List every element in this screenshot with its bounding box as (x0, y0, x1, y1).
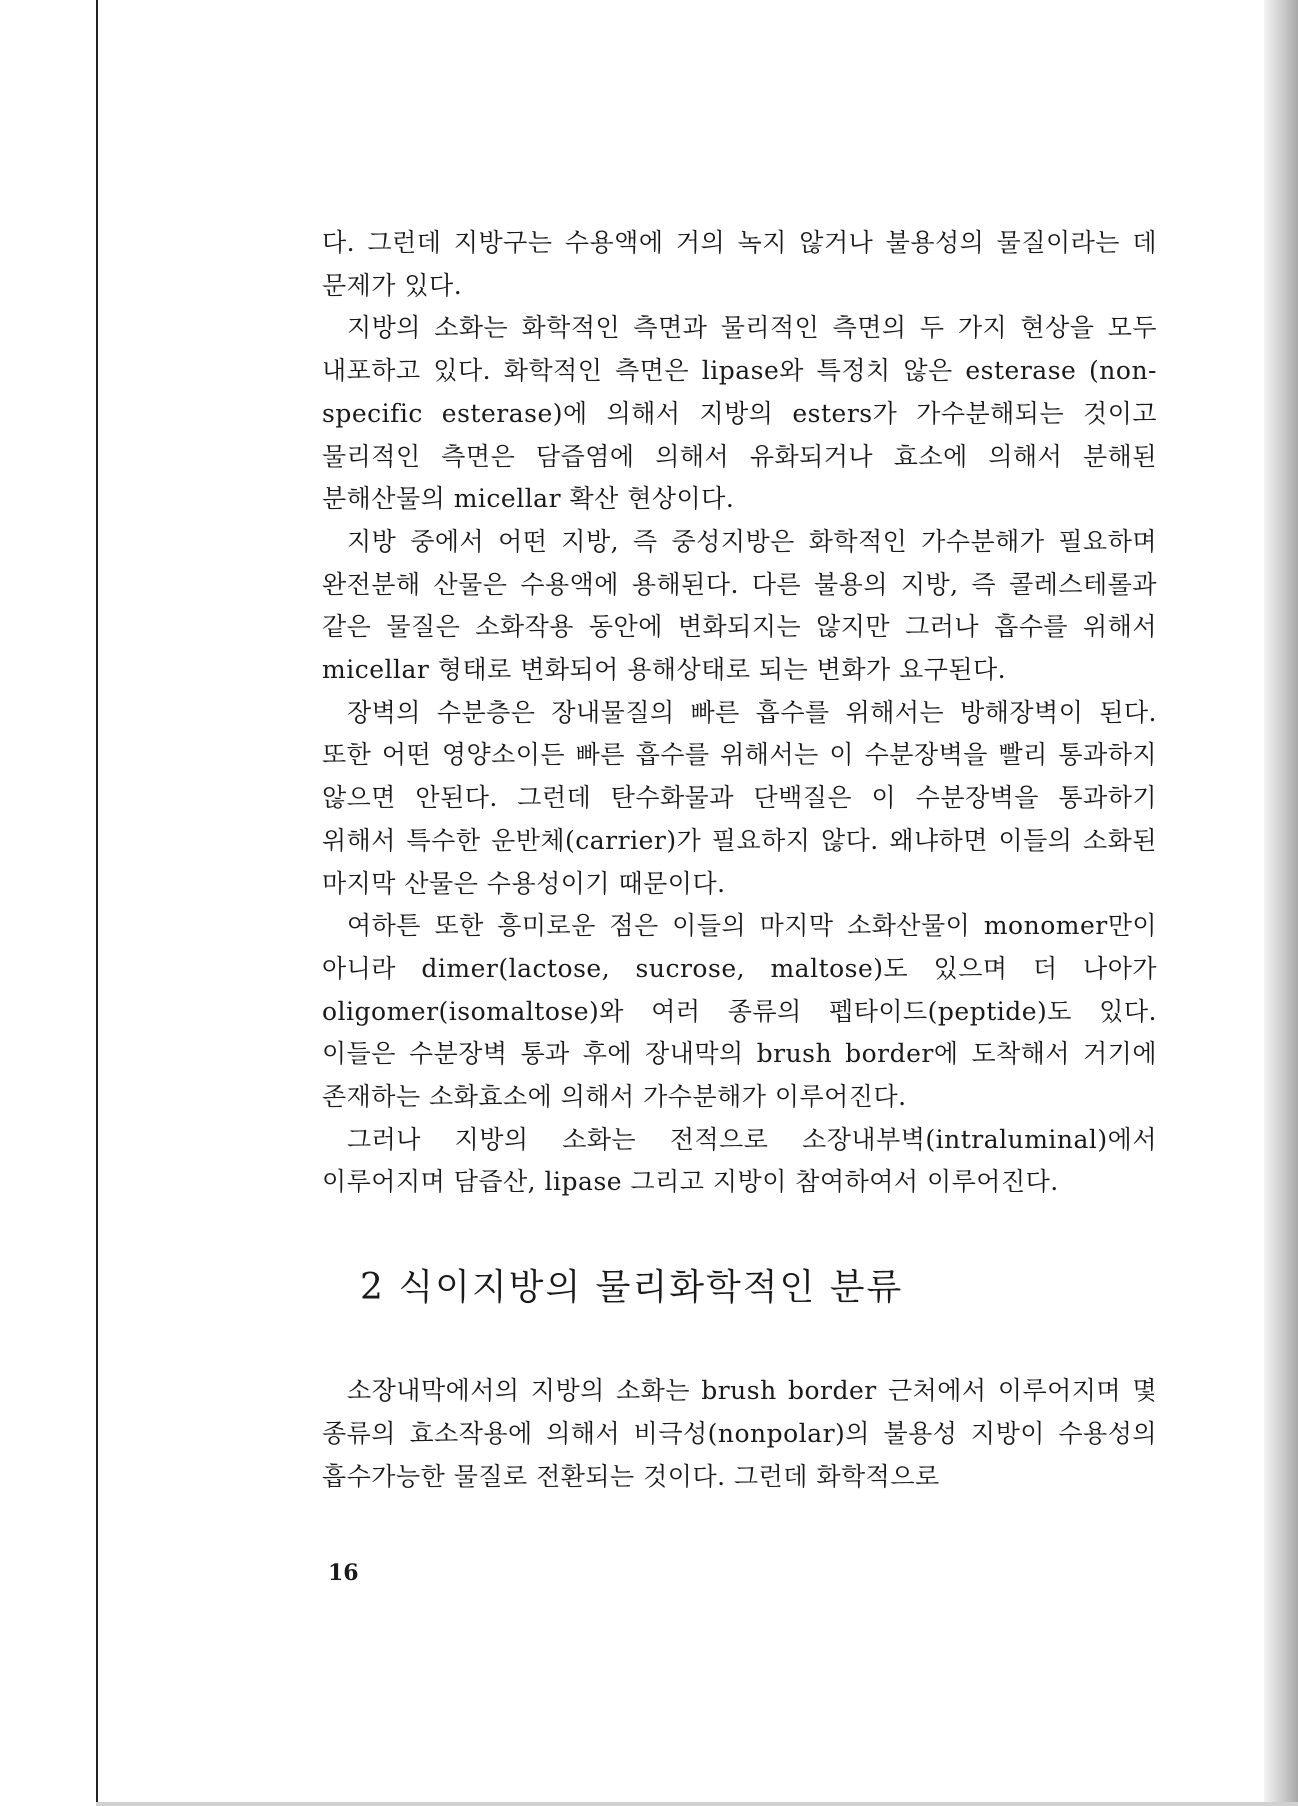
scan-left-margin (0, 0, 96, 1806)
paragraph-6: 그러나 지방의 소화는 전적으로 소장내부벽(intraluminal)에서 이루어지며 담즙산, lipase 그리고 지방이 참여하여서 이루어진다. (322, 1124, 1157, 1197)
section-paragraph-1: 소장내막에서의 지방의 소화는 brush border 근처에서 이루어지며 몇 종류의 효소작용에 의해서 비극성(nonpolar)의 불용성 지방이 수용성의 흡수가능한 물질로 전환되는 것이다. 그런데 화학적으로 (322, 1376, 1157, 1491)
page-bottom-edge (96, 1802, 1298, 1806)
paragraph-4: 장벽의 수분층은 장내물질의 빠른 흡수를 위해서는 방해장벽이 된다. 또한 어떤 영양소이든 빠른 흡수를 위해서는 이 수분장벽을 빨리 통과하지 않으면 안된다. 그런데 탄수화물과 단백질은 이 수분장벽을 통과하기 위해서 특수한 운반체(carrier)가 필요하지 않다. 왜냐하면 이들의 소화된 마지막 산물은 수용성이기 때문이다. (322, 697, 1157, 898)
paragraph-5: 여하튼 또한 흥미로운 점은 이들의 마지막 소화산물이 monomer만이 아니라 dimer(lactose, sucrose, maltose)도 있으며 더 나아가 oligomer(isomaltose)와 여러 종류의 펩타이드(peptide)도 있다. 이들은 수분장벽 통과 후에 장내막의 brush border에 도착해서 거기에 존재하는 소화효소에 의해서 가수분해가 이루어진다. (322, 911, 1157, 1112)
paragraph-3: 지방 중에서 어떤 지방, 즉 중성지방은 화학적인 가수분해가 필요하며 완전분해 산물은 수용액에 용해된다. 다른 불용의 지방, 즉 콜레스테롤과 같은 물질은 소화작용 동안에 변화되지는 않지만 그러나 흡수를 위해서 micellar 형태로 변화되어 용해상태로 되는 변화가 요구된다. (322, 526, 1157, 685)
paragraph-1: 다. 그런데 지방구는 수용액에 거의 녹지 않거나 불용성의 물질이라는 데 문제가 있다. (322, 228, 1157, 300)
section-heading: 2 식이지방의 물리화학적인 분류 (360, 1267, 904, 1309)
paragraph-2: 지방의 소화는 화학적인 측면과 물리적인 측면의 두 가지 현상을 모두 내포하고 있다. 화학적인 측면은 lipase와 특정치 않은 esterase (non-specific esterase)에 의해서 지방의 esters가 가수분해되는 것이고 물리적인 측면은 담즙염에 의해서 유화되거나 효소에 의해서 분해된 분해산물의 micellar 확산 현상이다. (322, 313, 1157, 514)
page-left-edge (96, 0, 98, 1806)
page-right-shadow (1264, 0, 1298, 1806)
page-number: 16 (328, 1560, 359, 1586)
page-content (322, 222, 1157, 1498)
